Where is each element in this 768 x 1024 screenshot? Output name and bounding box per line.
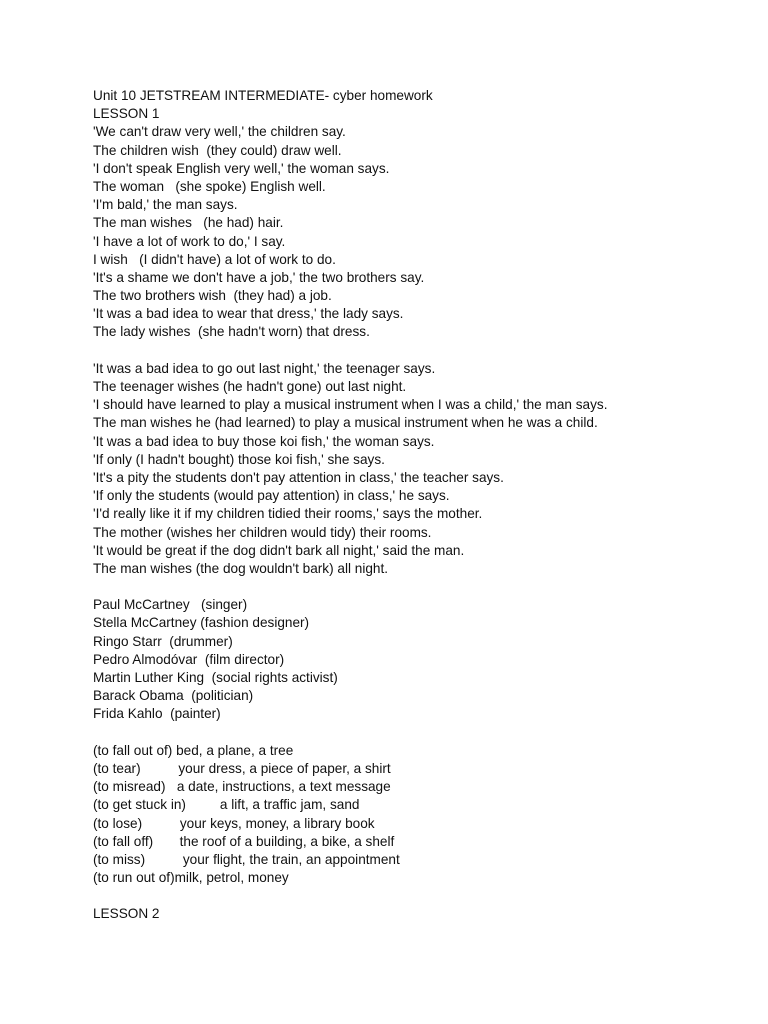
- text-line: 'It's a shame we don't have a job,' the two brothers say.: [93, 269, 425, 285]
- wish-sentences-block-1: [93, 123, 743, 341]
- list-item: Stella McCartney (fashion designer): [93, 615, 310, 631]
- text-line: 'It was a bad idea to go out last night,' the teenager says.: [93, 360, 436, 376]
- lesson-1-heading: LESSON 1: [93, 106, 160, 122]
- text-line: The man wishes he (had learned) to play a musical instrument when he was a child.: [93, 415, 598, 431]
- people-list: [93, 596, 743, 723]
- text-line: The children wish (they could) draw well.: [93, 142, 342, 158]
- list-item: (to run out of)milk, petrol, money: [93, 870, 289, 886]
- text-line: 'We can't draw very well,' the children say.: [93, 124, 346, 140]
- text-line: 'If only the students (would pay attention) in class,' he says.: [93, 488, 450, 504]
- verb-phrases-list: [93, 742, 743, 888]
- list-item: (to tear) your dress, a piece of paper, a shirt: [93, 760, 391, 776]
- text-line: The teenager wishes (he hadn't gone) out last night.: [93, 379, 407, 394]
- text-line: 'It's a pity the students don't pay attention in class,' the teacher says.: [93, 469, 504, 485]
- blank-line: [93, 887, 743, 905]
- blank-line: [93, 342, 743, 360]
- list-item: (to misread) a date, instructions, a text message: [93, 779, 391, 795]
- text-line: 'It would be great if the dog didn't bark all night,' said the man.: [93, 542, 465, 558]
- blank-line: [93, 724, 743, 742]
- text-line: The two brothers wish (they had) a job.: [93, 288, 332, 304]
- text-line: 'I'm bald,' the man says.: [93, 197, 238, 213]
- text-line: The woman (she spoke) English well.: [93, 178, 326, 194]
- list-item: (to fall out of) bed, a plane, a tree: [93, 742, 294, 758]
- text-line: 'If only (I hadn't bought) those koi fish,' she says.: [93, 451, 385, 467]
- list-item: Frida Kahlo (painter): [93, 706, 221, 722]
- lesson-2-heading: LESSON 2: [93, 906, 160, 922]
- text-line: The mother (wishes her children would tidy) their rooms.: [93, 524, 432, 540]
- list-item: (to miss) your flight, the train, an appointment: [93, 851, 400, 867]
- blank-line: [93, 578, 743, 596]
- list-item: Ringo Starr (drummer): [93, 633, 233, 649]
- text-line: The man wishes (the dog wouldn't bark) all night.: [93, 560, 389, 576]
- text-line: The man wishes (he had) hair.: [93, 215, 284, 231]
- text-line: 'It was a bad idea to buy those koi fish,' the woman says.: [93, 433, 435, 449]
- text-line: 'I have a lot of work to do,' I say.: [93, 233, 286, 249]
- list-item: Barack Obama (politician): [93, 688, 254, 704]
- list-item: (to get stuck in) a lift, a traffic jam, sand: [93, 797, 360, 813]
- list-item: Paul McCartney (singer): [93, 597, 248, 613]
- list-item: Martin Luther King (social rights activist): [93, 670, 338, 685]
- list-item: (to lose) your keys, money, a library book: [93, 815, 375, 831]
- text-line: 'It was a bad idea to wear that dress,' the lady says.: [93, 306, 404, 322]
- text-line: I wish (I didn't have) a lot of work to do.: [93, 251, 336, 267]
- text-line: 'I don't speak English very well,' the woman says.: [93, 160, 390, 176]
- list-item: Pedro Almodóvar (film director): [93, 651, 285, 667]
- list-item: (to fall off) the roof of a building, a bike, a shelf: [93, 833, 395, 849]
- text-line: The lady wishes (she hadn't worn) that dress.: [93, 324, 370, 340]
- document-body: [93, 87, 743, 924]
- wish-sentences-block-2: [93, 360, 743, 578]
- text-line: 'I'd really like it if my children tidied their rooms,' says the mother.: [93, 506, 483, 522]
- document-title: Unit 10 JETSTREAM INTERMEDIATE- cyber homework: [93, 88, 433, 103]
- text-line: 'I should have learned to play a musical instrument when I was a child,' the man says.: [93, 397, 608, 413]
